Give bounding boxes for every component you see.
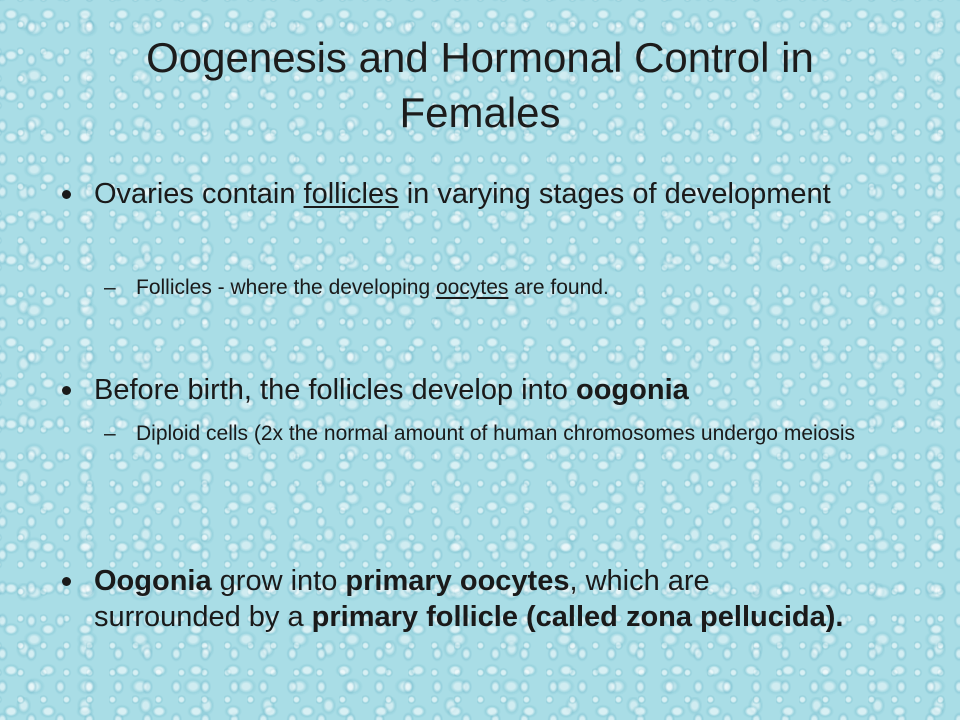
term-oogonia-bold: Oogonia: [94, 565, 212, 597]
bullet-3-part-4: , which are surrounded by a: [94, 565, 710, 633]
bullet-1-part-3: in varying stages of development: [398, 178, 831, 210]
sub-bullet-2-text: Diploid cells (2x the normal amount of human chromosomes undergo meiosis: [136, 422, 856, 445]
bullet-2-text: [94, 372, 862, 408]
dash-icon: –: [104, 276, 116, 299]
bullet-dot-icon: [62, 386, 71, 395]
bullet-2: [62, 372, 862, 408]
term-primary-oocytes: primary oocytes: [345, 565, 570, 597]
bullet-3-text: [94, 563, 862, 635]
dash-icon: –: [104, 422, 116, 445]
slide-title: Oogenesis and Hormonal Control in Females: [146, 34, 814, 136]
term-oocytes: oocytes: [436, 276, 509, 299]
bullet-3: [62, 563, 862, 635]
bullet-2-part-1: Before birth, the follicles develop into: [94, 374, 576, 406]
term-primary-follicle: primary follicle (called zona pellucida).: [311, 601, 844, 633]
bullet-3-part-2: grow into: [211, 565, 346, 597]
bullet-1-part-1: Ovaries contain: [94, 178, 304, 210]
sub-bullet-1-part-3: are found.: [508, 276, 609, 299]
bullet-dot-icon: [62, 190, 71, 199]
bullet-1-text: [94, 176, 862, 212]
sub-bullet-1-text: [136, 274, 864, 302]
sub-bullet-1: [104, 274, 864, 302]
sub-bullet-2: [104, 420, 864, 448]
bullet-dot-icon: [62, 577, 71, 586]
sub-bullet-1-part-1: Follicles - where the developing: [136, 276, 436, 299]
bullet-1: [62, 176, 862, 212]
term-oogonia: oogonia: [576, 374, 689, 406]
term-follicles: follicles: [303, 178, 399, 210]
